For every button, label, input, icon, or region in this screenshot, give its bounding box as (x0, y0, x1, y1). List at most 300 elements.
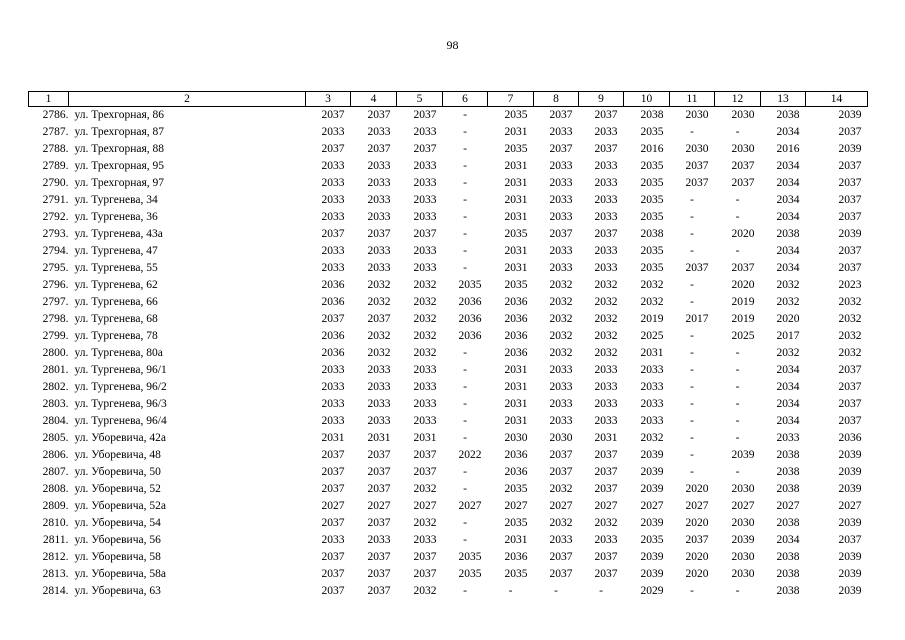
year-cell: 2037 (685, 262, 709, 274)
year-cell: 2020 (731, 279, 755, 291)
year-cell: 2033 (367, 415, 391, 427)
year-cell: 2025 (731, 330, 755, 342)
year-cell: - (463, 109, 467, 121)
year-cell: 2033 (594, 262, 618, 274)
year-cell: 2032 (640, 432, 664, 444)
row-number: 2799. (42, 330, 69, 342)
year-cell: 2034 (776, 160, 800, 172)
address-cell: ул. Тургенева, 80а (74, 347, 163, 359)
year-cell: 2033 (594, 398, 618, 410)
year-cell: 2037 (731, 177, 755, 189)
year-cell: - (735, 245, 740, 257)
year-cell: 2034 (776, 194, 800, 206)
year-cell: 2035 (504, 568, 528, 580)
year-cell: 2031 (504, 262, 528, 274)
table-row (29, 328, 868, 345)
column-header: 8 (534, 92, 579, 107)
year-cell: 2039 (838, 551, 862, 563)
year-cell: 2016 (640, 143, 664, 155)
table-row (29, 549, 868, 566)
year-cell: - (690, 279, 694, 291)
year-cell: - (690, 211, 694, 223)
year-cell: 2031 (413, 432, 437, 444)
year-cell: 2039 (838, 449, 862, 461)
row-number: 2800. (42, 347, 69, 359)
year-cell: 2039 (640, 483, 664, 495)
table-row (29, 447, 868, 464)
year-cell: 2038 (776, 517, 800, 529)
year-cell: 2032 (413, 483, 437, 495)
year-cell: 2033 (321, 398, 345, 410)
year-cell: 2035 (504, 109, 528, 121)
year-cell: 2031 (321, 432, 345, 444)
year-cell: 2031 (640, 347, 664, 359)
year-cell: 2037 (685, 177, 709, 189)
table-row (29, 583, 868, 600)
year-cell: 2029 (640, 585, 664, 597)
table-row (29, 260, 868, 277)
row-number: 2812. (42, 551, 69, 563)
year-cell: 2032 (367, 279, 391, 291)
year-cell: 2036 (504, 466, 528, 478)
year-cell: 2027 (685, 500, 709, 512)
year-cell: 2034 (776, 211, 800, 223)
year-cell: 2027 (321, 500, 345, 512)
year-cell: 2031 (504, 398, 528, 410)
page-number: 98 (446, 38, 459, 52)
year-cell: - (463, 517, 467, 529)
year-cell: 2033 (549, 364, 573, 376)
year-cell: 2030 (731, 517, 755, 529)
year-cell: - (735, 126, 740, 138)
year-cell: 2020 (685, 551, 709, 563)
table-row (29, 566, 868, 583)
year-cell: 2031 (504, 364, 528, 376)
table-row (29, 498, 868, 515)
year-cell: 2022 (458, 449, 482, 461)
year-cell: 2036 (321, 330, 345, 342)
year-cell: 2039 (640, 517, 664, 529)
year-cell: 2032 (594, 330, 618, 342)
year-cell: 2037 (367, 449, 391, 461)
year-cell: - (463, 585, 467, 597)
year-cell: 2039 (838, 568, 862, 580)
year-cell: - (690, 466, 694, 478)
row-number: 2790. (42, 177, 69, 189)
year-cell: 2033 (413, 126, 437, 138)
year-cell: 2032 (549, 279, 573, 291)
year-cell: 2033 (549, 177, 573, 189)
table-row (29, 277, 868, 294)
year-cell: 2039 (838, 483, 862, 495)
address-cell: ул. Трехгорная, 87 (74, 126, 165, 138)
year-cell: 2033 (321, 381, 345, 393)
year-cell: - (463, 228, 467, 240)
header-row (29, 92, 868, 107)
year-cell: 2033 (549, 160, 573, 172)
row-number: 2808. (42, 483, 69, 495)
year-cell: 2032 (549, 517, 573, 529)
year-cell: 2035 (504, 279, 528, 291)
year-cell: 2031 (504, 381, 528, 393)
year-cell: 2037 (321, 109, 345, 121)
row-number: 2795. (42, 262, 69, 274)
year-cell: 2032 (413, 330, 437, 342)
year-cell: 2030 (685, 109, 709, 121)
year-cell: 2033 (594, 381, 618, 393)
row-number: 2792. (42, 211, 69, 223)
year-cell: - (463, 381, 467, 393)
year-cell: 2037 (594, 449, 618, 461)
year-cell: 2027 (594, 500, 618, 512)
year-cell: 2035 (640, 194, 664, 206)
year-cell: 2027 (367, 500, 391, 512)
year-cell: 2033 (640, 398, 664, 410)
table-row (29, 192, 868, 209)
year-cell: 2033 (321, 534, 345, 546)
year-cell: 2039 (838, 143, 862, 155)
year-cell: 2035 (640, 534, 664, 546)
address-cell: ул. Уборевича, 50 (74, 466, 161, 478)
year-cell: 2039 (838, 109, 862, 121)
year-cell: 2037 (413, 449, 437, 461)
year-cell: - (690, 432, 694, 444)
address-cell: ул. Тургенева, 66 (74, 296, 158, 308)
year-cell: 2038 (776, 449, 800, 461)
address-cell: ул. Уборевича, 58а (74, 568, 166, 580)
year-cell: 2037 (367, 585, 391, 597)
column-header: 13 (761, 92, 806, 107)
year-cell: 2037 (413, 466, 437, 478)
year-cell: - (463, 177, 467, 189)
year-cell: 2032 (776, 347, 800, 359)
year-cell: 2039 (838, 585, 862, 597)
year-cell: 2037 (367, 143, 391, 155)
year-cell: - (463, 432, 467, 444)
year-cell: 2031 (504, 534, 528, 546)
year-cell: 2036 (321, 296, 345, 308)
year-cell: 2033 (594, 415, 618, 427)
year-cell: 2035 (640, 211, 664, 223)
year-cell: 2036 (504, 347, 528, 359)
year-cell: - (690, 126, 694, 138)
column-header: 5 (397, 92, 443, 107)
year-cell: 2038 (776, 551, 800, 563)
table-row (29, 345, 868, 362)
column-header: 10 (624, 92, 670, 107)
year-cell: 2039 (640, 568, 664, 580)
year-cell: 2033 (367, 177, 391, 189)
year-cell: 2036 (504, 449, 528, 461)
column-header: 7 (488, 92, 534, 107)
year-cell: 2037 (321, 143, 345, 155)
row-number: 2789. (42, 160, 69, 172)
year-cell: 2037 (594, 143, 618, 155)
year-cell: 2037 (367, 517, 391, 529)
year-cell: - (463, 347, 467, 359)
address-cell: ул. Уборевича, 63 (74, 585, 161, 597)
year-cell: 2034 (776, 381, 800, 393)
year-cell: 2037 (367, 313, 391, 325)
year-cell: 2019 (731, 296, 755, 308)
column-header: 6 (443, 92, 488, 107)
year-cell: 2037 (413, 228, 437, 240)
year-cell: 2031 (504, 194, 528, 206)
table-row (29, 481, 868, 498)
year-cell: 2037 (549, 568, 573, 580)
table-row (29, 294, 868, 311)
year-cell: 2033 (640, 381, 664, 393)
year-cell: 2039 (838, 228, 862, 240)
table-row (29, 124, 868, 141)
year-cell: 2017 (685, 313, 709, 325)
year-cell: 2037 (367, 568, 391, 580)
year-cell: 2032 (594, 313, 618, 325)
row-number: 2813. (42, 568, 69, 580)
row-number: 2801. (42, 364, 69, 376)
address-cell: ул. Тургенева, 34 (74, 194, 158, 206)
row-number: 2786. (42, 109, 69, 121)
year-cell: 2032 (413, 313, 437, 325)
year-cell: 2038 (640, 228, 664, 240)
year-cell: 2033 (549, 194, 573, 206)
year-cell: 2039 (640, 551, 664, 563)
year-cell: - (735, 432, 740, 444)
address-cell: ул. Тургенева, 47 (74, 245, 158, 257)
year-cell: 2037 (321, 313, 345, 325)
table-row (29, 226, 868, 243)
year-cell: - (508, 585, 513, 597)
year-cell: 2035 (640, 126, 664, 138)
year-cell: 2019 (731, 313, 755, 325)
address-cell: ул. Тургенева, 96/1 (74, 364, 167, 376)
year-cell: 2033 (321, 177, 345, 189)
row-number: 2802. (42, 381, 69, 393)
year-cell: 2035 (504, 143, 528, 155)
year-cell: - (690, 364, 694, 376)
year-cell: 2030 (731, 551, 755, 563)
year-cell: 2027 (504, 500, 528, 512)
table-row (29, 311, 868, 328)
table-row (29, 175, 868, 192)
year-cell: - (463, 483, 467, 495)
year-cell: 2032 (413, 347, 437, 359)
year-cell: 2031 (504, 211, 528, 223)
year-cell: 2031 (594, 432, 618, 444)
year-cell: 2033 (413, 262, 437, 274)
row-number: 2807. (42, 466, 69, 478)
year-cell: 2033 (549, 534, 573, 546)
row-number: 2787. (42, 126, 69, 138)
year-cell: 2032 (549, 330, 573, 342)
year-cell: 2033 (413, 381, 437, 393)
year-cell: 2037 (549, 466, 573, 478)
table-row (29, 209, 868, 226)
year-cell: - (463, 160, 467, 172)
row-number: 2809. (42, 500, 69, 512)
year-cell: 2032 (776, 279, 800, 291)
year-cell: - (690, 296, 694, 308)
year-cell: 2032 (838, 347, 862, 359)
year-cell: 2032 (838, 296, 862, 308)
year-cell: 2016 (776, 143, 800, 155)
year-cell: 2034 (776, 245, 800, 257)
year-cell: - (735, 415, 740, 427)
year-cell: 2032 (549, 347, 573, 359)
year-cell: 2035 (504, 517, 528, 529)
year-cell: - (690, 449, 694, 461)
year-cell: 2035 (640, 245, 664, 257)
year-cell: 2036 (838, 432, 862, 444)
year-cell: 2032 (594, 296, 618, 308)
row-number: 2811. (43, 534, 69, 546)
table-row (29, 107, 868, 125)
year-cell: 2037 (838, 177, 862, 189)
year-cell: 2037 (413, 143, 437, 155)
year-cell: 2033 (640, 415, 664, 427)
year-cell: - (463, 194, 467, 206)
year-cell: 2033 (367, 534, 391, 546)
year-cell: 2032 (549, 483, 573, 495)
year-cell: 2037 (594, 109, 618, 121)
row-number: 2804. (42, 415, 69, 427)
year-cell: 2033 (640, 364, 664, 376)
year-cell: 2033 (321, 262, 345, 274)
year-cell: 2033 (549, 245, 573, 257)
year-cell: 2037 (321, 449, 345, 461)
year-cell: 2031 (504, 177, 528, 189)
year-cell: 2037 (594, 568, 618, 580)
year-cell: 2033 (367, 262, 391, 274)
year-cell: - (463, 415, 467, 427)
year-cell: 2033 (594, 194, 618, 206)
year-cell: 2032 (640, 296, 664, 308)
column-header: 12 (715, 92, 761, 107)
year-cell: 2034 (776, 534, 800, 546)
year-cell: 2037 (838, 194, 862, 206)
year-cell: 2037 (367, 551, 391, 563)
year-cell: - (554, 585, 558, 597)
year-cell: 2033 (594, 211, 618, 223)
year-cell: 2035 (640, 262, 664, 274)
year-cell: 2032 (367, 330, 391, 342)
year-cell: 2030 (731, 143, 755, 155)
year-cell: 2033 (321, 194, 345, 206)
year-cell: 2039 (838, 466, 862, 478)
year-cell: - (735, 194, 740, 206)
row-number: 2805. (42, 432, 69, 444)
year-cell: 2037 (685, 534, 709, 546)
year-cell: - (690, 245, 694, 257)
year-cell: 2039 (838, 517, 862, 529)
year-cell: 2032 (549, 296, 573, 308)
year-cell: 2035 (504, 483, 528, 495)
year-cell: 2035 (640, 160, 664, 172)
year-cell: 2037 (838, 262, 862, 274)
year-cell: 2032 (413, 585, 437, 597)
year-cell: 2033 (776, 432, 800, 444)
year-cell: - (690, 398, 694, 410)
address-cell: ул. Тургенева, 55 (74, 262, 158, 274)
address-cell: ул. Трехгорная, 95 (74, 160, 165, 172)
year-cell: - (735, 381, 740, 393)
row-number: 2803. (42, 398, 69, 410)
year-cell: 2033 (594, 534, 618, 546)
year-cell: 2033 (413, 398, 437, 410)
year-cell: - (690, 228, 694, 240)
year-cell: 2039 (731, 534, 755, 546)
column-header: 2 (69, 92, 306, 107)
year-cell: 2037 (367, 228, 391, 240)
year-cell: 2019 (640, 313, 664, 325)
year-cell: 2033 (549, 415, 573, 427)
year-cell: 2037 (685, 160, 709, 172)
column-header: 14 (806, 92, 868, 107)
year-cell: 2027 (413, 500, 437, 512)
table-row (29, 243, 868, 260)
address-cell: ул. Уборевича, 58 (74, 551, 161, 563)
year-cell: 2032 (594, 517, 618, 529)
table-row (29, 396, 868, 413)
year-cell: - (463, 262, 467, 274)
year-cell: 2034 (776, 177, 800, 189)
year-cell: 2033 (549, 262, 573, 274)
year-cell: 2037 (549, 449, 573, 461)
year-cell: 2034 (776, 415, 800, 427)
year-cell: 2027 (549, 500, 573, 512)
column-header: 11 (670, 92, 715, 107)
address-cell: ул. Тургенева, 78 (74, 330, 158, 342)
year-cell: 2035 (504, 228, 528, 240)
year-cell: 2037 (838, 381, 862, 393)
year-cell: 2039 (731, 449, 755, 461)
row-number: 2788. (42, 143, 69, 155)
year-cell: 2033 (594, 364, 618, 376)
year-cell: 2035 (640, 177, 664, 189)
year-cell: 2037 (594, 228, 618, 240)
address-cell: ул. Уборевича, 48 (74, 449, 161, 461)
year-cell: 2033 (413, 194, 437, 206)
year-cell: 2023 (838, 279, 862, 291)
year-cell: 2020 (731, 228, 755, 240)
address-cell: ул. Тургенева, 36 (74, 211, 158, 223)
year-cell: 2037 (549, 228, 573, 240)
year-cell: - (463, 143, 467, 155)
year-cell: 2032 (776, 296, 800, 308)
address-cell: ул. Уборевича, 42а (74, 432, 166, 444)
year-cell: 2037 (321, 228, 345, 240)
address-cell: ул. Тургенева, 96/2 (74, 381, 167, 393)
year-cell: 2035 (458, 551, 482, 563)
year-cell: 2037 (413, 109, 437, 121)
year-cell: 2033 (367, 194, 391, 206)
year-cell: 2033 (321, 126, 345, 138)
year-cell: 2027 (838, 500, 862, 512)
year-cell: 2035 (458, 279, 482, 291)
year-cell: - (735, 398, 740, 410)
year-cell: 2036 (321, 347, 345, 359)
year-cell: 2030 (504, 432, 528, 444)
year-cell: 2032 (838, 313, 862, 325)
year-cell: - (735, 347, 740, 359)
year-cell: 2034 (776, 398, 800, 410)
year-cell: 2033 (549, 398, 573, 410)
row-number: 2796. (42, 279, 69, 291)
year-cell: 2036 (458, 313, 482, 325)
row-number: 2810. (42, 517, 69, 529)
year-cell: 2032 (838, 330, 862, 342)
year-cell: 2032 (594, 279, 618, 291)
